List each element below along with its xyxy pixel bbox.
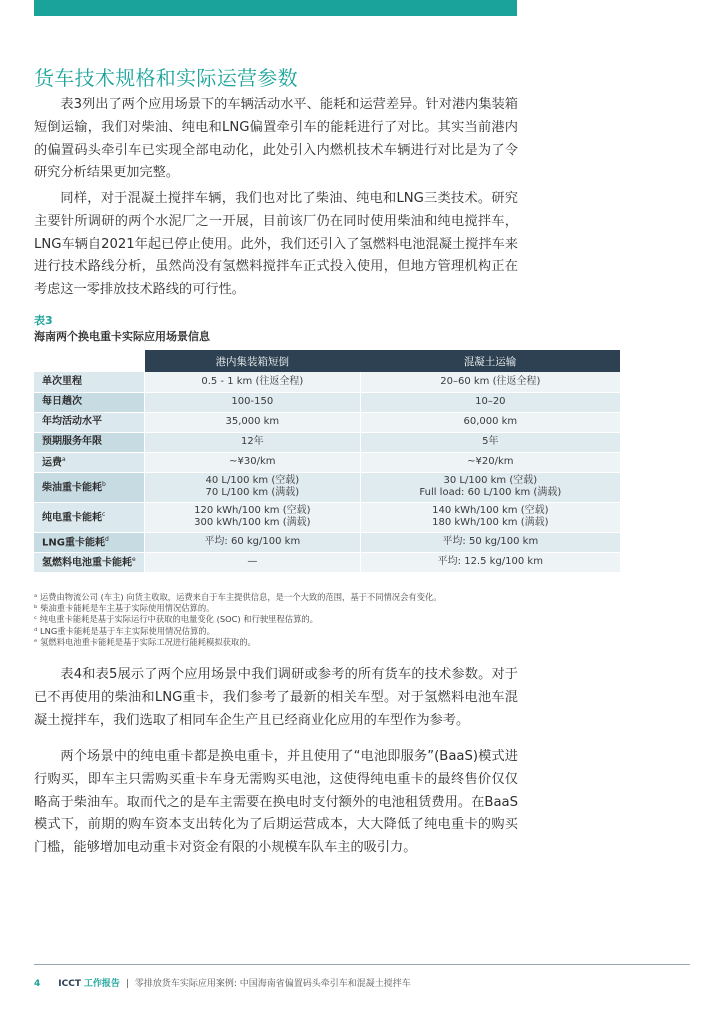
table-row-label xyxy=(34,532,145,552)
table-row xyxy=(34,502,620,532)
table-row-label xyxy=(34,392,145,412)
footnote-marker: b xyxy=(102,481,106,489)
row-label-text: 预期服务年限 xyxy=(42,436,102,447)
table-cell xyxy=(145,472,361,502)
table-row xyxy=(34,472,620,502)
body-paragraph: 表4和表5展示了两个应用场景中我们调研或参考的所有货车的技术参数。对于已不再使用的柴油和LNG重卡，我们参考了最新的相关车型。对于氢燃料电池车混凝土搅拌车，我们选取了相同车企生产且已经商业化应用的车型作为参考。 xyxy=(34,667,518,728)
table-cell xyxy=(145,502,361,532)
body-paragraph: 同样，对于混凝土搅拌车辆，我们也对比了柴油、纯电和LNG三类技术。研究主要针所调研的两个水泥厂之一开展，目前该厂仍在同时使用柴油和纯电搅拌车，LNG车辆自2021年起已停止使用。此外，我们还引入了氢燃料电池混凝土搅拌车来进行技术路线分析，虽然尚没有氢燃料搅拌车正式投入使用，但地方管理机构正在考虑这一零排放技术路线的可行性。 xyxy=(34,191,518,298)
cell-value: 10–20 xyxy=(475,396,506,407)
top-accent-bar xyxy=(34,0,517,16)
footnote: ᵉ 氢燃料电池重卡能耗是基于实际工况进行能耗模拟获取的。 xyxy=(34,636,256,647)
cell-value: 100-150 xyxy=(231,396,274,407)
table-row-label xyxy=(34,552,145,572)
table-row xyxy=(34,532,620,552)
footer-report-type: 工作报告 xyxy=(83,979,120,989)
table-header-concrete: 混凝土运输 xyxy=(360,350,620,372)
table-row xyxy=(34,412,620,432)
cell-value: 平均: 50 kg/100 km xyxy=(442,536,539,547)
footnote-marker: e xyxy=(132,556,136,564)
footnote: ᵇ 柴油重卡能耗是车主基于实际使用情况估算的。 xyxy=(34,603,215,614)
cell-value: ~¥30/km xyxy=(229,456,276,467)
table-header-row xyxy=(34,350,620,372)
row-label-text: 氢燃料电池重卡能耗 xyxy=(42,557,132,569)
cell-value: 5年 xyxy=(482,436,499,447)
table-body xyxy=(34,372,620,572)
table-row-label xyxy=(34,372,145,392)
cell-value-second-line: 300 kWh/100 km (满载) xyxy=(194,517,311,528)
table-cell xyxy=(145,372,361,392)
table-cell xyxy=(360,432,620,452)
table-row xyxy=(34,372,620,392)
table-cell xyxy=(360,552,620,572)
footnote: ᵃ 运费由物流公司 (车主) 向货主收取，运费来自于车主提供信息，是一个大致的范围，基于不同情况会有变化。 xyxy=(34,592,442,602)
footer-separator: | xyxy=(125,979,129,989)
row-label-text: 年均活动水平 xyxy=(42,416,102,427)
cell-value: ~¥20/km xyxy=(467,456,514,467)
body-paragraph: 表3列出了两个应用场景下的车辆活动水平、能耗和运营差异。针对港内集装箱短倒运输，我们对柴油、纯电和LNG偏置牵引车的能耗进行了对比。其实当前港内的偏置码头牵引车已实现全部电动化，此处引入内燃机技术车辆进行对比是为了令研究分析结果更加完整。 xyxy=(34,97,518,181)
footer-divider xyxy=(34,964,690,965)
row-label-text: LNG重卡能耗 xyxy=(42,537,105,549)
table-cell xyxy=(145,452,361,472)
table-title: 海南两个换电重卡实际应用场景信息 xyxy=(34,330,210,343)
table-row xyxy=(34,552,620,572)
footnote-marker: a xyxy=(62,456,66,464)
table-cell xyxy=(360,532,620,552)
table-cell xyxy=(145,552,361,572)
table-header-port: 港内集装箱短倒 xyxy=(145,350,361,372)
table-cell xyxy=(145,392,361,412)
table-cell xyxy=(145,432,361,452)
table-header-blank xyxy=(34,350,145,372)
page-number: 4 xyxy=(34,979,41,989)
footer-report-title: 零排放货车实际应用案例: 中国海南省偏置码头牵引车和混凝土搅拌车 xyxy=(134,979,411,989)
body-paragraph: 两个场景中的纯电重卡都是换电重卡，并且使用了“电池即服务”(BaaS)模式进行购买，即车主只需购买重卡车身无需购买电池，这使得纯电重卡的最终售价仅仅略高于柴油车。取而代之的是车主需要在换电时支付额外的电池租赁费用。在BaaS模式下，前期的购车资本支出转化为了后期运营成本，大大降低了纯电重卡的购买门槛，能够增加电动重卡对资金有限的小规模车队车主的吸引力。 xyxy=(34,749,518,856)
table-cell xyxy=(145,532,361,552)
row-label-text: 每日趟次 xyxy=(42,396,82,407)
cell-value: 20–60 km (往返全程) xyxy=(440,375,541,387)
table-row xyxy=(34,432,620,452)
cell-value: 60,000 km xyxy=(463,416,518,427)
row-label-text: 单次里程 xyxy=(42,375,82,387)
table-cell xyxy=(360,502,620,532)
cell-value-second-line: Full load: 60 L/100 km (满载) xyxy=(419,487,562,498)
table-label: 表3 xyxy=(34,314,53,327)
cell-value: 平均: 12.5 kg/100 km xyxy=(437,556,543,567)
table-row-label xyxy=(34,412,145,432)
row-label-text: 纯电重卡能耗 xyxy=(42,512,102,524)
footnote-marker: d xyxy=(104,536,109,544)
cell-value: 35,000 km xyxy=(225,416,280,427)
table-row xyxy=(34,392,620,412)
spec-table xyxy=(34,350,620,573)
row-label-text: 柴油重卡能耗 xyxy=(42,482,102,494)
footer-org: ICCT xyxy=(58,979,81,989)
cell-value: 40 L/100 km (空载) xyxy=(205,475,300,486)
cell-value: — xyxy=(247,556,258,567)
cell-value: 0.5 - 1 km (往返全程) xyxy=(201,375,304,387)
footnote-marker: c xyxy=(102,511,106,519)
table-cell xyxy=(360,372,620,392)
table-row-label xyxy=(34,472,145,502)
table-row xyxy=(34,452,620,472)
table-cell xyxy=(145,412,361,432)
cell-value: 140 kWh/100 km (空载) xyxy=(432,505,549,516)
cell-value: 120 kWh/100 km (空载) xyxy=(194,505,311,516)
cell-value-second-line: 70 L/100 km (满载) xyxy=(205,487,300,498)
footnote: ᶜ 纯电重卡能耗是基于实际运行中获取的电量变化 (SOC) 和行驶里程估算的。 xyxy=(34,614,318,625)
cell-value: 12年 xyxy=(240,436,264,447)
section-heading: 货车技术规格和实际运营参数 xyxy=(34,66,298,90)
row-label-text: 运费 xyxy=(42,457,62,469)
table-row-label xyxy=(34,452,145,472)
table-footnotes xyxy=(34,592,594,648)
table-row-label xyxy=(34,432,145,452)
table-cell xyxy=(360,452,620,472)
page-footer xyxy=(34,976,411,989)
table-cell xyxy=(360,392,620,412)
cell-value-second-line: 180 kWh/100 km (满载) xyxy=(432,517,549,528)
table-cell xyxy=(360,412,620,432)
cell-value: 30 L/100 km (空载) xyxy=(443,475,538,486)
cell-value: 平均: 60 kg/100 km xyxy=(204,536,301,547)
table-cell xyxy=(360,472,620,502)
footnote: ᵈ LNG重卡能耗是基于车主实际使用情况估算的。 xyxy=(34,625,215,636)
table-row-label xyxy=(34,502,145,532)
